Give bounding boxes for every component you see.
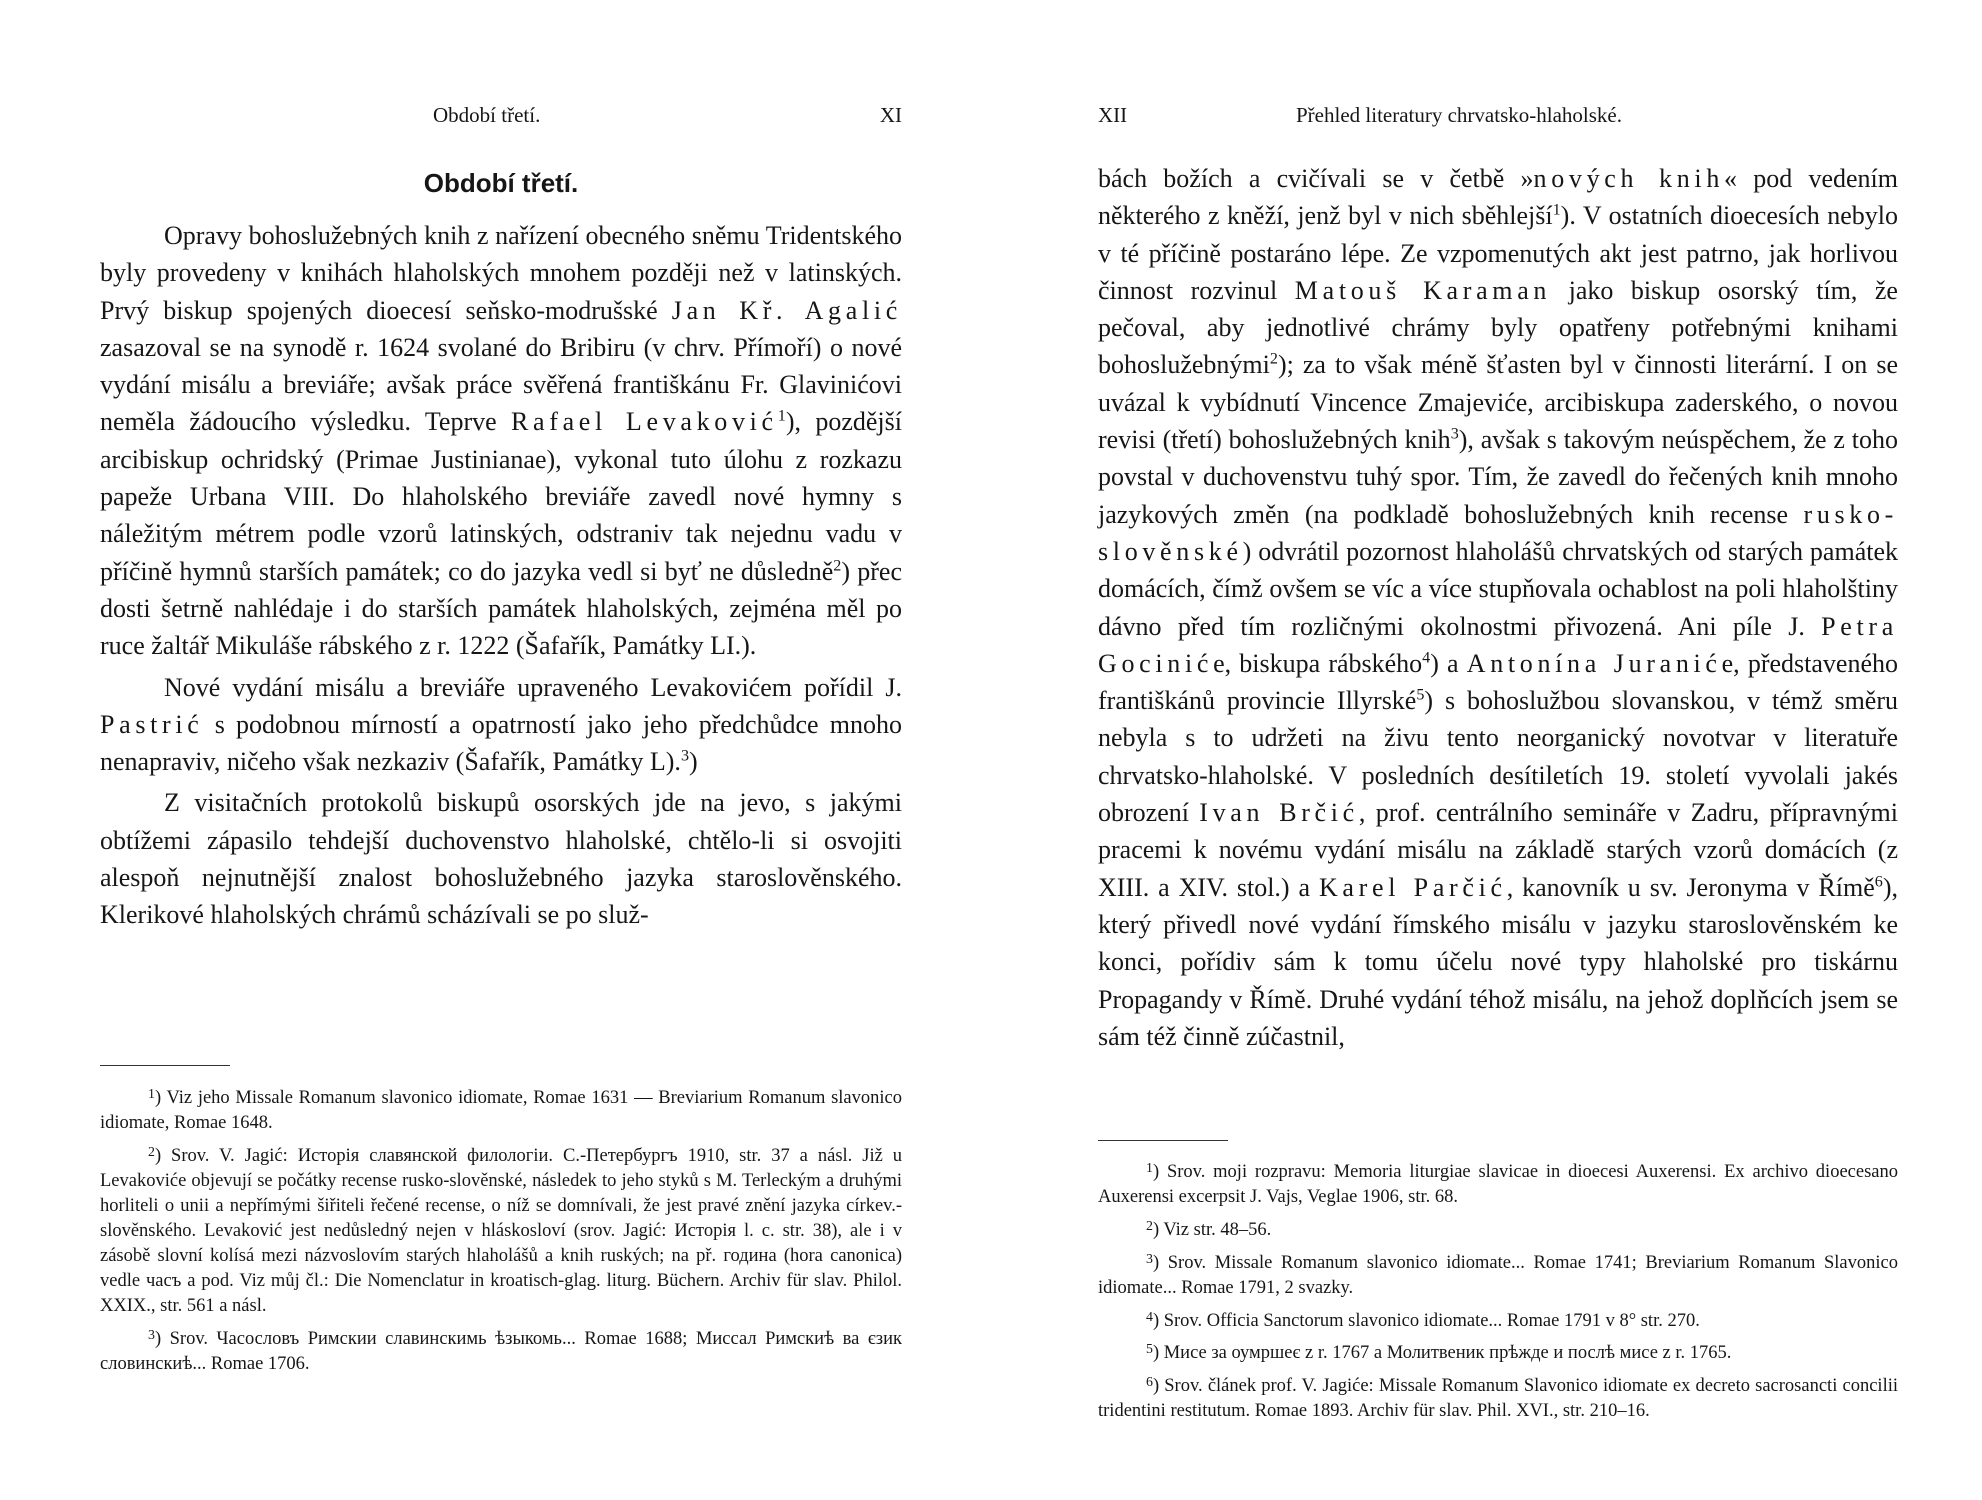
footnote [1098, 1305, 1898, 1334]
text-run: Z visitačních protokolů biskupů osorských jde na jevo, s jakými obtížemi zápasilo tehdejší duchovenstvo hlaholské, chtělo-li si osvojiti alespoň nejnutnější znalost bohoslužebného jazyka staroslověnského. Klerikové hlaholských chrámů scházívali se po služ- [100, 788, 902, 930]
body-text-left [100, 165, 902, 934]
paragraph [100, 784, 902, 933]
footnote [1098, 1337, 1898, 1366]
footnote-mark: 5 [1146, 1342, 1153, 1358]
running-head-right [1098, 100, 1898, 130]
spaced-emphasis: Jan Kř. Agalić [671, 295, 902, 325]
text-run: ), který přivedl nové vydání římského misálu v jazyku staroslověnském ke konci, pořídiv sám k tomu účelu nové typy hlaholské pro tiskárnu Propagandy v Římě. Druhé vydání téhož misálu, na jehož doplňcích jsem se sám též činně zúčastnil, [1098, 872, 1898, 1051]
spaced-emphasis: Antonína Juranić [1466, 648, 1722, 678]
footnote-text: ) Srov. V. Jagić: Исторія славянской филологіи. С.-Петербургъ 1910, str. 37 a násl. Již u Levakoviće objevují se počátky recense rusko-slověnské, následek to jeho styků s M. Terleckým a druhými horliteli o unii a nepřímými šiřiteli řečené recense, o níž se domnívali, že jest pravé znění jazyka církev.-slověnského. Levaković jest nedůsledný nejen v hláskosloví (srov. Jagić: Исторія l. c. str. 38), ale i v zásobě slovní kolísá mezi názvoslovím starých hlaholášů a knih ruských; na př. годинa (hora canonica) vedle часъ a pod. Viz můj čl.: Die Nomenclatur in kroatisch-glag. liturg. Büchern. Archiv für slav. Philol. XXIX., str. 561 a násl. [100, 1145, 902, 1316]
footnote-ref: 3 [1450, 425, 1459, 443]
footnote-mark: 4 [1146, 1309, 1153, 1325]
text-run: ) a [1430, 648, 1467, 678]
spaced-emphasis: Matouš Karaman [1294, 275, 1552, 305]
left-page [0, 0, 990, 1500]
text-run: ) s bohoslužbou slovanskou, v témž směru nebyla s to udržeti na živu tento neorganický novotvar v literatuře chrvatsko-hlaholské. V posledních desítiletích 19. století vyvolali jakés obrození [1098, 686, 1898, 828]
text-run: Nové vydání misálu a breviáře upraveného Levakovićem pořídil J. [164, 672, 902, 702]
spaced-emphasis: Ivan Brčić [1199, 798, 1359, 828]
text-run: , kanovník u sv. Jeronyma v Římě [1506, 872, 1875, 902]
text-run: e, biskupa rábského [1213, 648, 1423, 678]
spaced-emphasis: rusko-slověnské [1098, 499, 1898, 566]
text-run: ) odvrátil pozornost hlaholášů chrvatských od starých památek domácích, čímž ovšem se víc a více stupňovala ochablost na poli hlaholštiny dávno před tím rozličnými okolnostmi přivozená. Ani píle J. [1098, 536, 1898, 641]
text-run: ), avšak s takovým neúspěchem, že z toho povstal v duchovenstvu tuhý spor. Tím, že zavedl do řečených knih mnoho jazykových změn (na podkladě bohoslužebných knih recense [1098, 425, 1898, 529]
text-run: Opravy bohoslužebných knih z nařízení obecného sněmu Tridentského byly provedeny v knihách hlaholských mnohem později než v latinských. Prvý biskup spojených dioecesí seňsko-modrušské [100, 221, 902, 325]
footnote-ref: 2 [833, 557, 842, 575]
spaced-emphasis: Rafael Levaković [510, 407, 778, 437]
footnote-text: ) Srov. moji rozpravu: Memoria liturgiae slavicae in dioecesi Auxerensi. Ex archivo dioecesano Auxerensi excerpsit J. Vajs, Veglae 1906, str. 68. [1098, 1161, 1898, 1207]
text-run: e, představeného františkánů provincie Illyrské [1098, 648, 1898, 716]
footnote-ref: 1 [1552, 201, 1561, 219]
footnote-text: ) Srov. Officia Sanctorum slavonico idiomate... Romae 1791 v 8° str. 270. [1152, 1310, 1700, 1331]
footnote-mark: 2 [148, 1144, 155, 1160]
spaced-emphasis: Pastrić [100, 709, 204, 739]
footnote [100, 1323, 902, 1377]
spaced-emphasis: Karel Parčić [1318, 872, 1507, 902]
footnote-mark: 1 [148, 1087, 155, 1102]
right-page [990, 0, 1982, 1500]
text-run: « pod vedením některého z kněží, jenž byl v nich sběhlejší [1098, 164, 1898, 231]
footnotes-right [1098, 1156, 1898, 1428]
footnote-ref: 4 [1422, 649, 1431, 667]
text-run: ), pozdější arcibiskup ochridský (Primae Justinianae), vykonal tuto úlohu z rozkazu papeže Urbana VIII. Do hlaholského breviáře zavedl nové hymny s náležitým métrem podle vzorů latinských, odstraniv tak nejednu vadu v příčině hymnů starších památek; co do jazyka vedl si byť ne důsledně [100, 407, 902, 586]
running-head-title: Přehled literatury chrvatsko-hlaholské. [1296, 103, 1622, 127]
footnote-mark: 1 [1146, 1161, 1153, 1176]
footnote-text: ) Мисе за оумршеє z r. 1767 a Молитвеник прѣжде и послѣ мисе z r. 1765. [1152, 1343, 1732, 1364]
footnote [1098, 1247, 1898, 1301]
footnote-ref: 3 [680, 747, 689, 765]
paragraph [100, 217, 902, 665]
footnote-ref: 5 [1416, 686, 1425, 704]
footnote-text: ) Viz jeho Missale Romanum slavonico idiomate, Romae 1631 — Breviarium Romanum slavonico idiomate, Romae 1648. [100, 1087, 902, 1133]
running-head-left [100, 100, 902, 130]
chapter-title: Období třetí. [423, 168, 579, 198]
footnote-mark: 2 [1146, 1218, 1153, 1234]
footnote-text: ) Srov. Missale Romanum slavonico idiomate... Romae 1741; Breviarium Romanum Slavonico idiomate... Romae 1791, 2 svazky. [1098, 1252, 1898, 1298]
footnote [1098, 1370, 1898, 1424]
text-run: ) přec dosti šetrně nahlédaje i do starších památek hlaholských, zejména měl po ruce žaltář Mikuláše rábského z r. 1222 (Šafařík, Památky LI.). [100, 556, 902, 661]
text-run: zasazoval se na synodě r. 1624 svolané do Bribiru (v chrv. Přímoří) o nové vydání misálu a breviáře; avšak práce svěřená františkánu Fr. Glavinićovi neměla žádoucího výsledku. Teprve [100, 332, 902, 437]
text-run: ) [689, 747, 698, 777]
paragraph [1098, 160, 1898, 1055]
text-run: s podobnou mírností a opatrností jako jeho předchůdce mnoho nenapraviv, ničeho však nezkaziv (Šafařík, Památky L). [100, 709, 902, 777]
page-number: XII [1098, 103, 1128, 127]
body-text-right [1098, 160, 1898, 1055]
text-run: jako biskup osorský tím, že pečoval, aby jednotlivé chrámy byly opatřeny potřebnými knihami bohoslužebnými [1098, 275, 1898, 380]
footnote-divider [100, 1065, 230, 1066]
page-number: XI [879, 103, 902, 127]
text-run: ); za to však méně šťasten byl v činnosti literární. I on se uvázal k vybídnutí Vincence Zmajeviće, arcibiskupa zaderského, o novou revisi (třetí) bohoslužebných knih [1098, 350, 1898, 455]
footnote-text: ) Srov. Часословъ Римскии славинскимь ѣзыкомь... Romae 1688; Миссал Римскиѣ ва єзик словинскиѣ... Romae 1706. [100, 1328, 902, 1374]
footnote-text: ) Viz str. 48–56. [1152, 1219, 1272, 1240]
spaced-emphasis: Petra Gocinić [1098, 611, 1898, 678]
footnote [100, 1140, 902, 1319]
footnote-mark: 3 [1146, 1251, 1153, 1267]
text-run: , prof. centrálního semináře v Zadru, přípravnými pracemi k novému vydání misálu na základě starých vzorů domácích (z XIII. a XIV. stol.) a [1098, 798, 1898, 902]
footnote-text: ) Srov. článek prof. V. Jagiće: Missale Romanum Slavonico idiomate ex decreto sacrosancti concilii tridentini restitutum. Romae 1893. Archiv für slav. Phil. XVI., str. 210–16. [1098, 1376, 1898, 1422]
paragraph [100, 669, 902, 781]
footnote-mark: 6 [1146, 1375, 1153, 1391]
spaced-emphasis: nových knih [1533, 164, 1725, 193]
text-run: bách božích a cvičívali se v četbě » [1098, 164, 1534, 193]
footnotes-left [100, 1082, 902, 1381]
footnote-ref: 2 [1269, 350, 1278, 368]
text-run: ). V ostatních dioecesích nebylo v té příčině postaráno lépe. Ze vzpomenutých akt jest patrno, jak horlivou činnost rozvinul [1098, 201, 1899, 305]
footnote [1098, 1156, 1898, 1210]
footnote [1098, 1214, 1898, 1243]
footnote-divider [1098, 1140, 1228, 1141]
footnote-ref: 6 [1874, 872, 1883, 890]
running-head-title: Období třetí. [433, 103, 541, 127]
footnote [100, 1082, 902, 1136]
footnote-ref: 1 [777, 407, 786, 425]
footnote-mark: 3 [148, 1327, 155, 1343]
